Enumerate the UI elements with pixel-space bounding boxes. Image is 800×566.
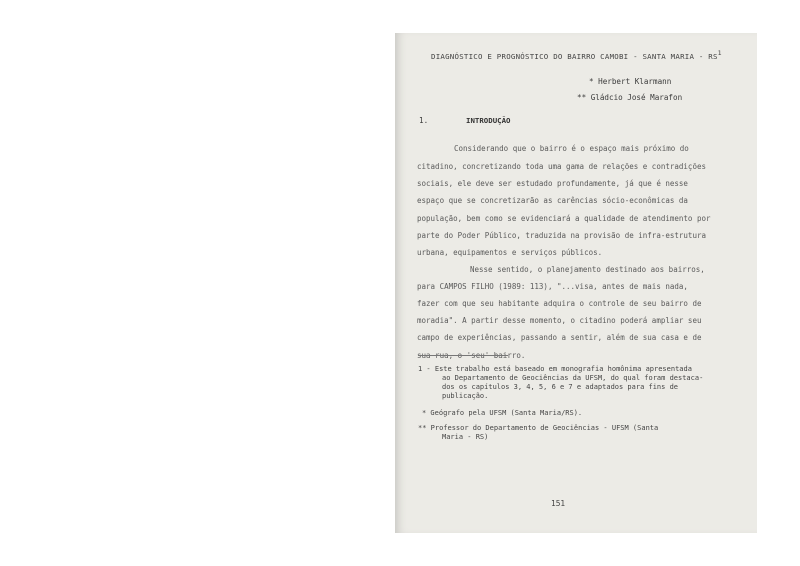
- footnote-line: dos os capítulos 3, 4, 5, 6 e 7 e adaptados para fins de: [442, 383, 679, 391]
- title-text: DIAGNÓSTICO E PROGNÓSTICO DO BAIRRO CAMOBI - SANTA MARIA - RS: [431, 52, 718, 62]
- document-title: [431, 50, 722, 61]
- footnote-divider: [418, 355, 508, 356]
- paragraph-line: campo de experiências, passando a sentir, além de sua casa e de: [417, 333, 702, 342]
- author-2: ** Gládcio José Marafon: [577, 93, 683, 102]
- paragraph-line: citadino, concretizando toda uma gama de relações e contradições: [417, 162, 706, 171]
- document-page: [395, 33, 757, 533]
- paragraph-line: fazer com que seu habitante adquira o controle de seu bairro de: [417, 299, 702, 308]
- paragraph-line: parte do Poder Público, traduzida na provisão de infra-estrutura: [417, 231, 706, 240]
- paragraph-line: Nesse sentido, o planejamento destinado aos bairros,: [470, 265, 705, 274]
- footnote-line: Maria - RS): [442, 433, 489, 441]
- footnote-line: 1 - Este trabalho está baseado em monografia homônima apresentada: [418, 365, 692, 373]
- paragraph-line: sociais, ele deve ser estudado profundamente, já que é nesse: [417, 179, 688, 188]
- footnote-line: publicação.: [442, 392, 489, 400]
- title-footnote-marker: 1: [717, 49, 722, 57]
- blank-left-page: [0, 0, 395, 566]
- paragraph-line: Considerando que o bairro é o espaço mais próximo do: [454, 144, 689, 153]
- section-number: 1.: [419, 116, 429, 125]
- footnote-line: ao Departamento de Geociências da UFSM, do qual foram destaca-: [442, 374, 704, 382]
- section-title: INTRODUÇÃO: [466, 116, 511, 125]
- paragraph-line: sua rua, o 'seu' bairro.: [417, 351, 526, 360]
- paragraph-line: urbana, equipamentos e serviços públicos.: [417, 248, 603, 257]
- page-number: 151: [551, 499, 566, 508]
- paragraph-line: para CAMPOS FILHO (1989: 113), "...visa, antes de mais nada,: [417, 282, 688, 291]
- footnote-line: ** Professor do Departamento de Geociências - UFSM (Santa: [418, 424, 659, 432]
- paragraph-line: moradia". A partir desse momento, o citadino poderá ampliar seu: [417, 316, 702, 325]
- footnote-line: * Geógrafo pela UFSM (Santa Maria/RS).: [422, 409, 583, 417]
- author-1: * Herbert Klarmann: [589, 77, 672, 86]
- paragraph-line: população, bem como se evidenciará a qualidade de atendimento por: [417, 214, 711, 223]
- paragraph-line: espaço que se concretizarão as carências sócio-econômicas da: [417, 196, 688, 205]
